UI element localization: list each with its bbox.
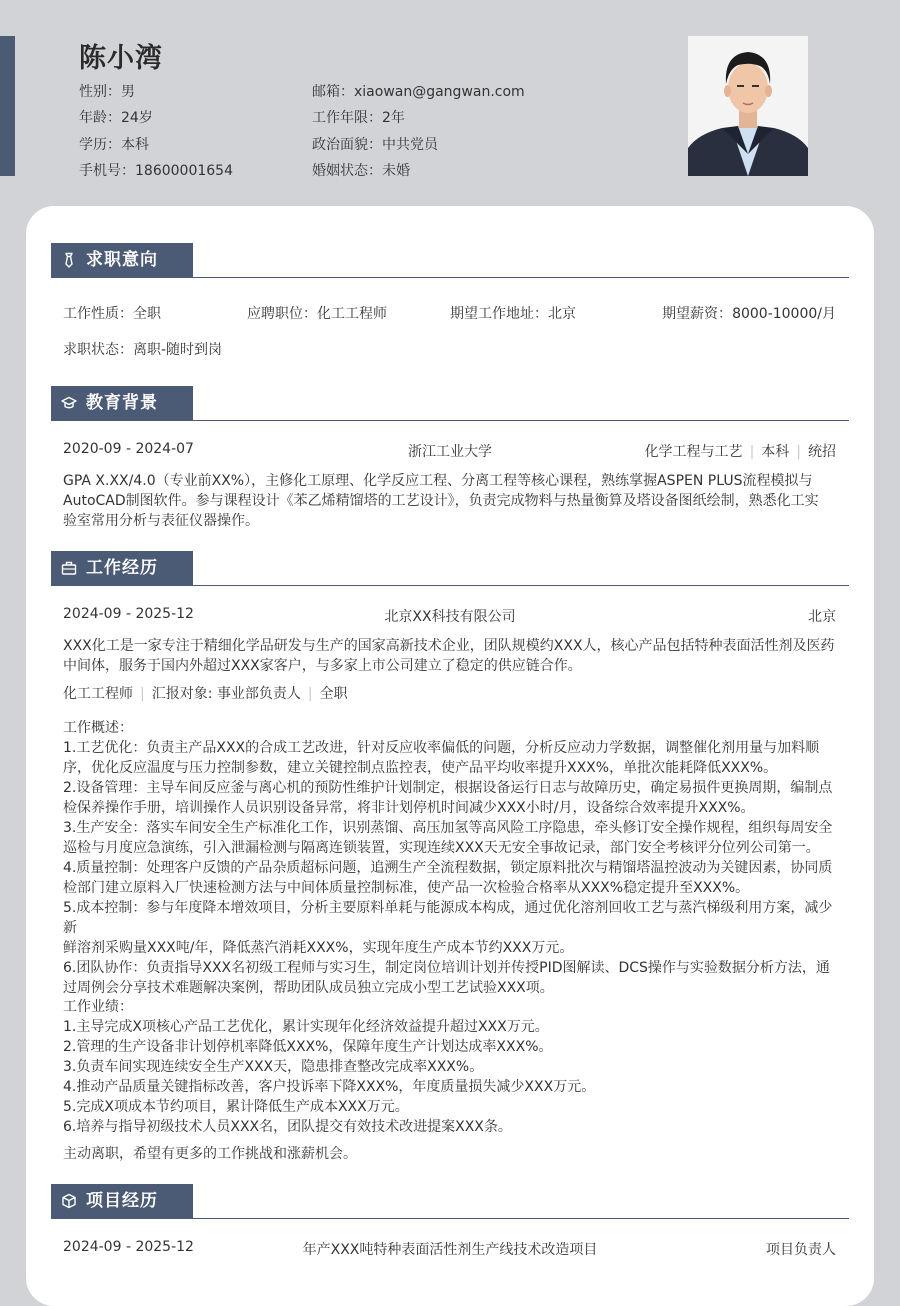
education-level-info: 学历：本科 xyxy=(79,136,149,153)
section-job-intent-header xyxy=(51,243,849,278)
major: 化学工程与工艺 xyxy=(644,444,743,460)
section-title: 教育背景 xyxy=(86,393,158,413)
work-years-info: 工作年限：2年 xyxy=(312,110,405,127)
graduation-cap-icon xyxy=(61,395,77,411)
expected-salary: 期望薪资：8000-10000/月 xyxy=(662,306,836,322)
work-achievements: 工作业绩： 1.主导完成X项核心产品工艺优化，累计实现年化经济效益提升超过XXX万元。 2.管理的生产设备非计划停机率降低XXX%，保障年度生产计划达成率XXX%。 3.负责车间实现连续安全生产XXX天，隐患排查整改完成率XXX%。 4.推动产品质量关键指标改善，客户投诉率下降XXX%，年度质量损失减少XXX万元。 5.完成X项成本节约项目，累计降低生产成本XXX万元。 6.培养与指导初级技术人员XXX名，团队提交有效技术改进提案XXX条。 xyxy=(63,999,596,1135)
work-role-line: 化工工程师 | 汇报对象: 事业部负责人 | 全职 xyxy=(63,686,348,702)
job-type: 工作性质：全职 xyxy=(63,306,161,322)
section-education-header xyxy=(51,386,849,421)
marital-status-info: 婚姻状态：未婚 xyxy=(312,162,410,179)
job-role: 化工工程师 xyxy=(63,686,133,702)
gender-info: 性别：男 xyxy=(79,84,135,100)
company-name: 北京XX科技有限公司 xyxy=(384,609,516,625)
project-name: 年产XXX吨特种表面活性剂生产线技术改造项目 xyxy=(302,1242,598,1258)
degree: 本科 xyxy=(761,444,790,460)
work-period: 2024-09 - 2025-12 xyxy=(63,606,194,622)
age-info: 年龄：24岁 xyxy=(79,110,153,127)
section-title: 工作经历 xyxy=(86,558,158,578)
work-summary: 工作概述： 1.工艺优化：负责主产品XXX的合成工艺改进，针对反应收率偏低的问题，分析反应动力学数据，调整催化剂用量与加料顺 序，优化反应温度与压力控制参数，建立关键控制点监控表，使产品平均收率提升XXX%，单批次能耗降低XXX%。 2.设备管理：主导车间反应釜与离心机的预防性维护计划制定，根据设备运行日志与故障历史，确定易损件更换周期，编制点 检保养操作手册，培训操作人员识别设备异常，将非计划停机时间减少XXX小时/月，设备综合效率提升XXX%。 3.生产安全：落实车间安全生产标准化工作，识别蒸馏、高压加氢等高风险工序隐患，牵头修订安全操作规程，组织每周安全 巡检与月度应急演练，引入泄漏检测与隔离连锁装置，实现连续XXX天无安全事故记录，部门安全考核评分位列公司第一。 4.质量控制：处理客户反馈的产品杂质超标问题，追溯生产全流程数据，锁定原料批次与精馏塔温控波动为关键因素，协同质 检部门建立原料入厂快速检测方法与中间体质量控制标准，使产品一次检验合格率从XXX%稳定提升至XXX%。 5.成本控制：参与年度降本增效项目，分析主要原料单耗与能源成本构成，通过优化溶剂回收工艺与蒸汽梯级利用方案，减少新 鲜溶剂采购量XXX吨/年，降低蒸汽消耗XXX%，实现年度生产成本节约XXX万元。 6.团队协作：负责指导XXX名初级工程师与实习生，制定岗位培训计划并传授PID图解读、DCS操作与实验数据分析方法，通 过周例会分享技术难题解决案例，帮助团队成员独立完成小型工艺试验XXX项。 xyxy=(63,720,833,996)
resume-card xyxy=(26,206,874,1306)
section-title: 项目经历 xyxy=(86,1191,158,1211)
tie-icon xyxy=(61,252,77,268)
section-work-header xyxy=(51,551,849,586)
briefcase-icon xyxy=(61,560,77,576)
employment-type: 全职 xyxy=(319,686,348,702)
education-details: 化学工程与工艺 | 本科 | 统招 xyxy=(644,444,836,460)
education-description: GPA X.XX/4.0（专业前XX%），主修化工原理、化学反应工程、分离工程等核心课程，熟练掌握ASPEN PLUS流程模拟与 AutoCAD制图软件。参与课程设计《苯乙烯精馏塔的工艺设计》，负责完成物料与热量衡算及塔设备图纸绘制，熟悉化工实 验室常用分析与表征仪器操作。 xyxy=(63,473,819,529)
enrollment-type: 统招 xyxy=(808,444,836,460)
political-status-info: 政治面貌：中共党员 xyxy=(312,136,438,153)
project-role: 项目负责人 xyxy=(766,1242,836,1258)
profile-photo xyxy=(688,36,808,176)
section-project-header xyxy=(51,1184,849,1219)
phone-info: 手机号：18600001654 xyxy=(79,162,233,179)
personal-info-left xyxy=(79,79,233,184)
candidate-name: 陈小湾 xyxy=(79,43,163,74)
leave-reason: 主动离职，希望有更多的工作挑战和涨薪机会。 xyxy=(63,1146,357,1162)
work-city: 北京 xyxy=(808,609,836,625)
project-period: 2024-09 - 2025-12 xyxy=(63,1239,194,1255)
school-name: 浙江工业大学 xyxy=(408,444,492,460)
company-description: XXX化工是一家专注于精细化学品研发与生产的国家高新技术企业，团队规模约XXX人，核心产品包括特种表面活性剂及医药 中间体，服务于国内外超过XXX家客户，与多家上市公司建立了稳定的供应链合作。 xyxy=(63,638,835,674)
email-info: 邮箱：xiaowan@gangwan.com xyxy=(312,84,525,100)
personal-info-right xyxy=(312,79,525,184)
education-period: 2020-09 - 2024-07 xyxy=(63,441,194,457)
job-status: 求职状态：离职-随时到岗 xyxy=(63,342,223,358)
expected-location: 期望工作地址：北京 xyxy=(450,306,576,322)
report-to: 汇报对象: 事业部负责人 xyxy=(151,686,301,702)
applied-position: 应聘职位：化工工程师 xyxy=(247,306,387,322)
header-accent-bar xyxy=(0,36,15,176)
section-title: 求职意向 xyxy=(86,250,158,270)
cube-icon xyxy=(61,1193,77,1209)
